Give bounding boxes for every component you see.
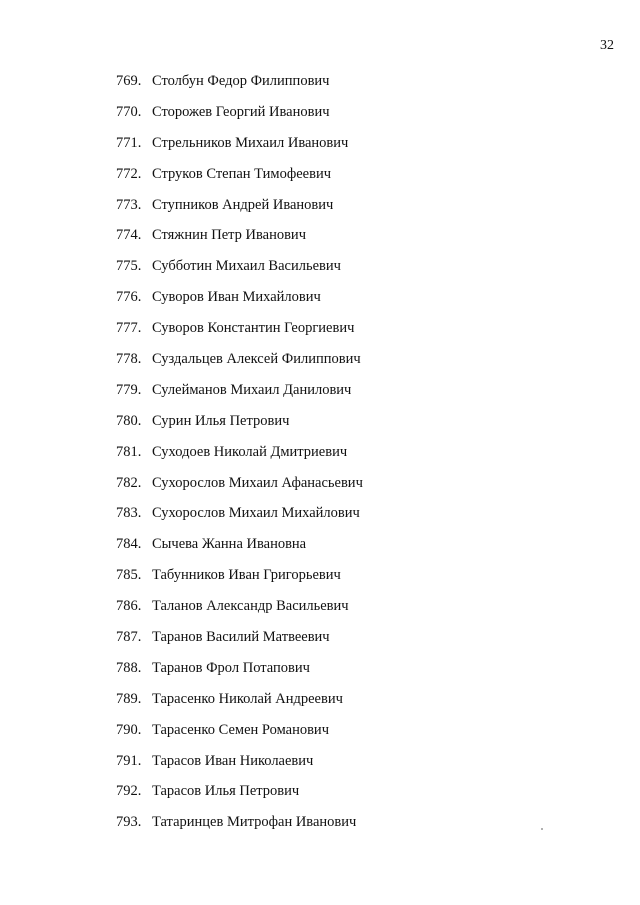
scan-speck <box>541 828 543 830</box>
list-item <box>116 807 363 838</box>
list-item <box>116 282 363 313</box>
entry-number: 786. <box>116 598 142 615</box>
list-item <box>116 622 363 653</box>
entry-number: 793. <box>116 814 142 831</box>
list-item <box>116 97 363 128</box>
entry-number: 792. <box>116 783 142 800</box>
page-number: 32 <box>600 38 614 53</box>
entry-name: Ступников Андрей Иванович <box>152 196 334 213</box>
entry-number: 777. <box>116 320 142 337</box>
list-item <box>116 498 363 529</box>
entry-list <box>116 66 363 838</box>
list-item <box>116 220 363 251</box>
entry-name: Табунников Иван Григорьевич <box>152 567 341 584</box>
entry-number: 779. <box>116 381 142 398</box>
entry-number: 784. <box>116 536 142 553</box>
entry-number: 783. <box>116 505 142 522</box>
entry-number: 780. <box>116 412 142 429</box>
entry-name: Сулейманов Михаил Данилович <box>152 381 352 398</box>
entry-name: Сухорослов Михаил Афанасьевич <box>152 474 363 491</box>
list-item <box>116 375 363 406</box>
entry-number: 775. <box>116 258 142 275</box>
list-item <box>116 313 363 344</box>
list-item <box>116 746 363 777</box>
entry-number: 785. <box>116 567 142 584</box>
list-item <box>116 190 363 221</box>
entry-number: 770. <box>116 103 142 120</box>
entry-name: Таранов Василий Матвеевич <box>152 628 330 645</box>
entry-name: Суворов Иван Михайлович <box>152 289 321 306</box>
list-item <box>116 251 363 282</box>
entry-number: 771. <box>116 134 142 151</box>
entry-name: Стрельников Михаил Иванович <box>152 134 349 151</box>
entry-name: Суворов Константин Георгиевич <box>152 320 355 337</box>
list-item <box>116 653 363 684</box>
entry-number: 788. <box>116 659 142 676</box>
entry-name: Суздальцев Алексей Филиппович <box>152 350 361 367</box>
entry-number: 787. <box>116 628 142 645</box>
entry-name: Сухорослов Михаил Михайлович <box>152 505 360 522</box>
entry-number: 791. <box>116 752 142 769</box>
list-item <box>116 128 363 159</box>
entry-name: Стяжнин Петр Иванович <box>152 227 306 244</box>
list-item <box>116 344 363 375</box>
entry-number: 769. <box>116 72 142 89</box>
entry-name: Субботин Михаил Васильевич <box>152 258 341 275</box>
entry-number: 789. <box>116 690 142 707</box>
entry-name: Суходоев Николай Дмитриевич <box>152 443 348 460</box>
entry-number: 778. <box>116 350 142 367</box>
list-item <box>116 159 363 190</box>
entry-name: Таланов Александр Васильевич <box>152 598 349 615</box>
list-item <box>116 591 363 622</box>
entry-name: Тарасов Илья Петрович <box>152 783 300 800</box>
entry-name: Сурин Илья Петрович <box>152 412 290 429</box>
list-item <box>116 406 363 437</box>
entry-number: 776. <box>116 289 142 306</box>
entry-name: Тарасов Иван Николаевич <box>152 752 314 769</box>
entry-name: Сычева Жанна Ивановна <box>152 536 307 553</box>
list-item <box>116 560 363 591</box>
entry-name: Тарасенко Николай Андреевич <box>152 690 343 707</box>
entry-number: 781. <box>116 443 142 460</box>
list-item <box>116 66 363 97</box>
entry-number: 773. <box>116 196 142 213</box>
entry-name: Сторожев Георгий Иванович <box>152 103 330 120</box>
list-item <box>116 468 363 499</box>
entry-number: 790. <box>116 721 142 738</box>
list-item <box>116 776 363 807</box>
list-item <box>116 715 363 746</box>
list-item <box>116 684 363 715</box>
entry-name: Татаринцев Митрофан Иванович <box>152 814 357 831</box>
entry-name: Тарасенко Семен Романович <box>152 721 329 738</box>
entry-number: 772. <box>116 165 142 182</box>
entry-name: Таранов Фрол Потапович <box>152 659 310 676</box>
entry-number: 782. <box>116 474 142 491</box>
list-item <box>116 529 363 560</box>
entry-name: Струков Степан Тимофеевич <box>152 165 332 182</box>
entry-name: Столбун Федор Филиппович <box>152 72 330 89</box>
entry-number: 774. <box>116 227 142 244</box>
list-item <box>116 437 363 468</box>
